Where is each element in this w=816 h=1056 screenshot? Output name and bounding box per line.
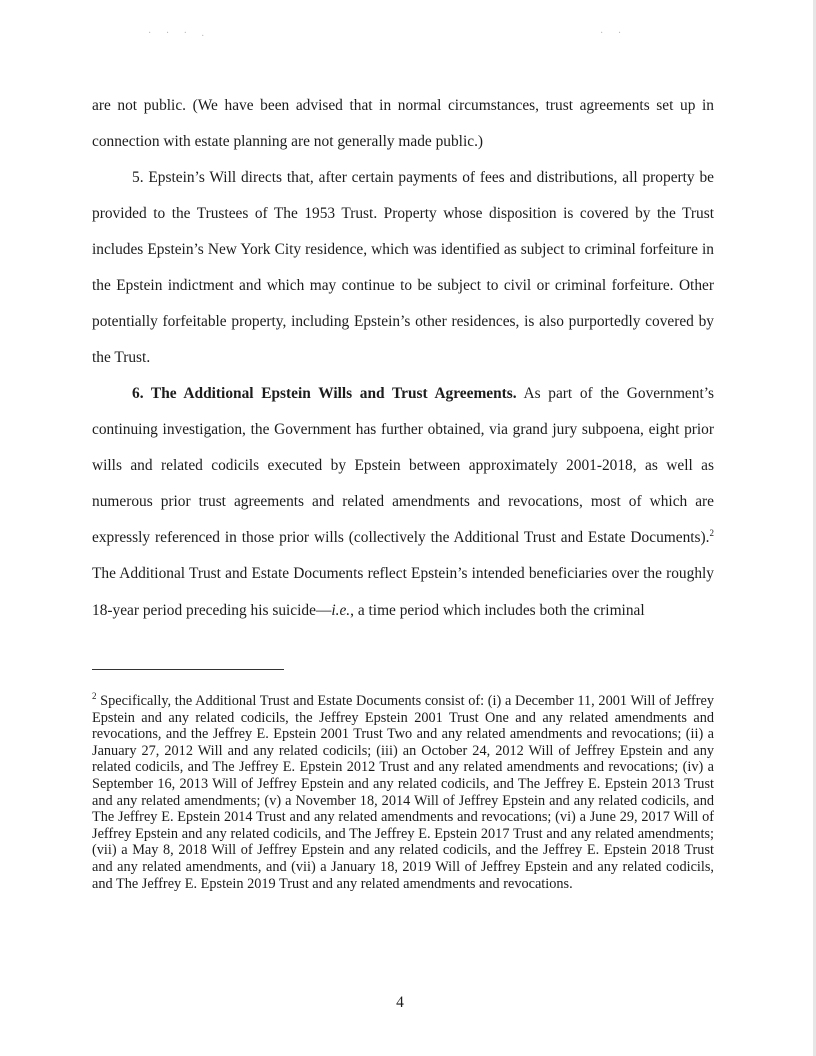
page-number: 4 [396, 994, 404, 1011]
paragraph-text: are not public. (We have been advised that in normal circumstances, trust agreements set up in connection with estate planning are not generally made public.) [92, 97, 714, 151]
paragraph-5 [92, 160, 714, 377]
footnote-reference: 2 [709, 528, 714, 539]
footnote-divider [92, 669, 284, 670]
section-heading: 6. The Additional Epstein Wills and Trust Agreements. [132, 385, 517, 402]
scan-artifact-right: · · [600, 28, 628, 39]
paragraph-text [92, 376, 714, 629]
paragraph-text: 5. Epstein’s Will directs that, after certain payments of fees and distributions, all property be provided to the Trustees of The 1953 Trust. Property whose disposition is covered by the Trust includes Epstein’s New York City residence, which was identified as subject to criminal forfeiture in the Epstein indictment and which may continue to be subject to civil or criminal forfeiture. Other potentially forfeitable property, including Epstein’s other residences, is also purportedly covered by the Trust. [92, 169, 714, 367]
scan-artifact-left: · · · . [148, 28, 210, 39]
paragraph-6 [92, 376, 714, 629]
italic-abbreviation: i.e. [331, 601, 351, 619]
paragraph-continued [92, 88, 714, 160]
footnote-text: Specifically, the Additional Trust and Estate Documents consist of: (i) a December 11, 2001 Will of Jeffrey Epstein and any related codicils, the Jeffrey Epstein 2001 Trust One and any related amendments and revocations, and the Jeffrey E. Epstein 2001 Trust Two and any related amendments and revocations; (ii) a January 27, 2012 Will and any related codicils; (iii) an October 24, 2012 Will of Jeffrey Epstein and any related codicils, and The Jeffrey E. Epstein 2012 Trust and any related amendments and revocations; (iv) a September 16, 2013 Will of Jeffrey Epstein and any related codicils, and The Jeffrey E. Epstein 2013 Trust and any related amendments; (v) a November 18, 2014 Will of Jeffrey Epstein and any related codicils, and The Jeffrey E. Epstein 2014 Trust and any related amendments and revocations; (vi) a June 29, 2017 Will of Jeffrey Epstein and any related codicils, and The Jeffrey E. Epstein 2017 Trust and any related amendments; (vii) a May 8, 2018 Will of Jeffrey Epstein and any related codicils, and the Jeffrey E. Epstein 2018 Trust and any related amendments, and (vii) a January 18, 2019 Will of Jeffrey Epstein and any related codicils, and The Jeffrey E. Epstein 2019 Trust and any related amendments and revocations. [92, 693, 714, 892]
paragraph-text-part: , a time period which includes both the criminal [350, 601, 645, 619]
footnote [92, 693, 714, 892]
footnote-marker: 2 [92, 691, 97, 702]
paragraph-text-part: As part of the Government’s continuing investigation, the Government has further obtained, via grand jury subpoena, eight prior wills and related codicils executed by Epstein between approximately 2001-2018, as well as numerous prior trust agreements and related amendments and revocations, most of which are expressly referenced in those prior wills (collectively the Additional Trust and Estate Documents). [92, 385, 714, 547]
paragraph-text-part: The Additional Trust and Estate Documents reflect Epstein’s intended beneficiaries over the roughly 18-year period preceding his suicide— [92, 565, 714, 619]
